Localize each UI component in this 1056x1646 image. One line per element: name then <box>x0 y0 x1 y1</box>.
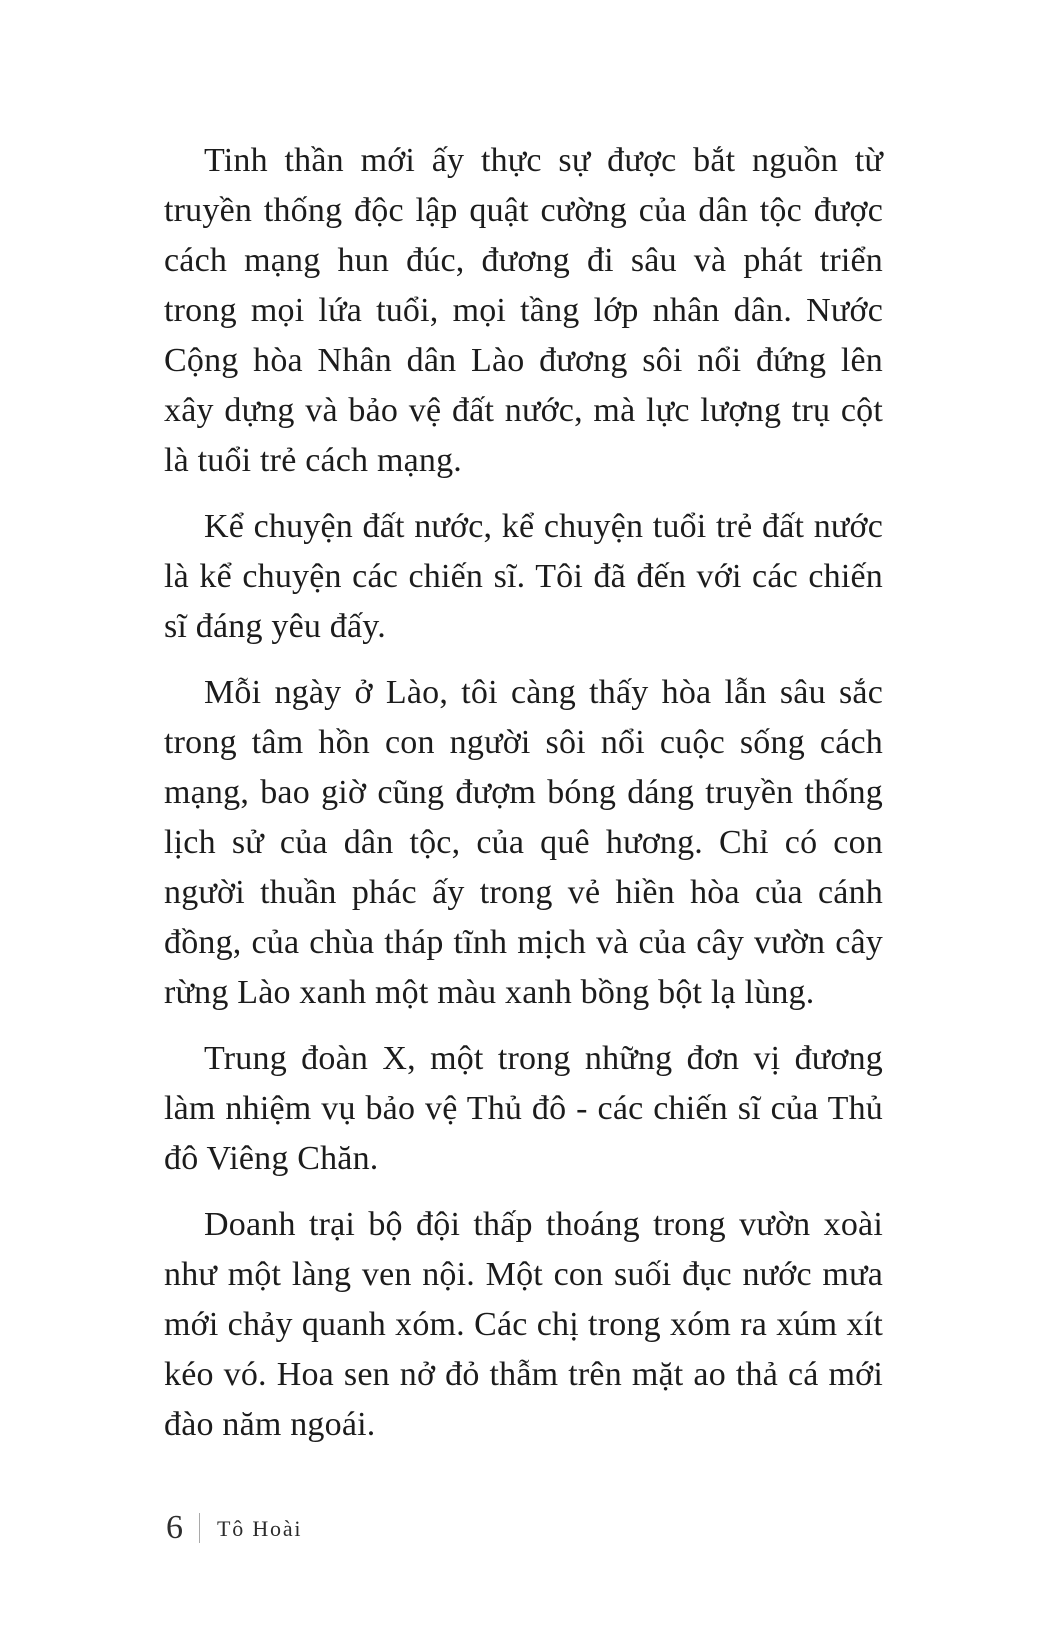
paragraph: Mỗi ngày ở Lào, tôi càng thấy hòa lẫn sâu sắc trong tâm hồn con người sôi nổi cuộc sống cách mạng, bao giờ cũng đượm bóng dáng truyền thống lịch sử của dân tộc, của quê hương. Chỉ có con người thuần phác ấy trong vẻ hiền hòa của cánh đồng, của chùa tháp tĩnh mịch và của cây vườn cây rừng Lào xanh một màu xanh bồng bột lạ lùng. <box>164 674 883 1011</box>
page-number: 6 <box>166 1509 183 1546</box>
paragraph: Doanh trại bộ đội thấp thoáng trong vườn xoài như một làng ven nội. Một con suối đục nước mưa mới chảy quanh xóm. Các chị trong xóm ra xúm xít kéo vó. Hoa sen nở đỏ thẫm trên mặt ao thả cá mới đào năm ngoái. <box>164 1206 883 1443</box>
footer-divider <box>199 1513 200 1543</box>
paragraph: Tinh thần mới ấy thực sự được bắt nguồn từ truyền thống độc lập quật cường của dân tộc được cách mạng hun đúc, đương đi sâu và phát triển trong mọi lứa tuổi, mọi tầng lớp nhân dân. Nước Cộng hòa Nhân dân Lào đương sôi nổi đứng lên xây dựng và bảo vệ đất nước, mà lực lượng trụ cột là tuổi trẻ cách mạng. <box>164 142 883 479</box>
author-name: Tô Hoài <box>217 1516 303 1541</box>
paragraph: Trung đoàn X, một trong những đơn vị đương làm nhiệm vụ bảo vệ Thủ đô - các chiến sĩ của Thủ đô Viêng Chăn. <box>164 1040 883 1177</box>
text-block <box>164 136 883 1466</box>
paragraph: Kể chuyện đất nước, kể chuyện tuổi trẻ đất nước là kể chuyện các chiến sĩ. Tôi đã đến với các chiến sĩ đáng yêu đấy. <box>164 508 883 645</box>
page-footer <box>166 1508 302 1548</box>
